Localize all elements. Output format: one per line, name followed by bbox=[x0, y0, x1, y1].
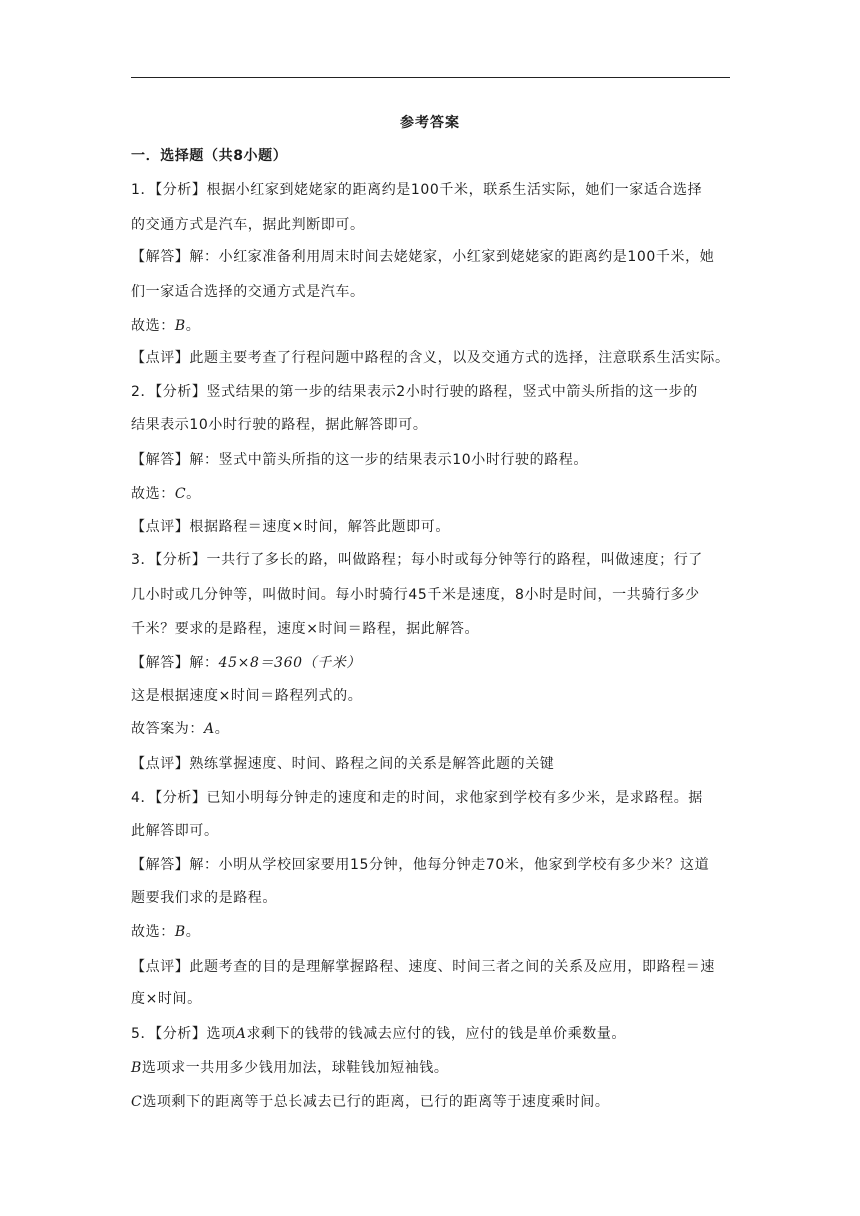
analysis-prefix: 5．【分析】选项 bbox=[131, 1026, 236, 1042]
choice-label: 故选： bbox=[131, 924, 175, 940]
q1-answer-line1: 【解答】解：小红家准备利用周末时间去姥姥家，小红家到姥姥家的距离约是100千米，她 bbox=[131, 249, 715, 265]
q3-analysis-line1: 3．【分析】一共行了多长的路，叫做路程；每小时或每分钟等行的路程，叫做速度；行了 bbox=[131, 552, 703, 568]
option-letter: B bbox=[131, 1060, 142, 1076]
section-heading: 一．选择题（共8小题） bbox=[131, 148, 288, 164]
option-letter: A bbox=[235, 1026, 247, 1042]
choice-end: 。 bbox=[214, 721, 230, 737]
choice-letter: B bbox=[174, 924, 186, 940]
analysis-text: 求剩下的钱带的钱减去应付的钱，应付的钱是单价乘数量。 bbox=[246, 1026, 627, 1042]
q5-analysis-line1 bbox=[131, 1024, 741, 1044]
q3-answer bbox=[131, 653, 741, 673]
q1-answer-line2: 们一家适合选择的交通方式是汽车。 bbox=[131, 284, 365, 300]
choice-label: 故选： bbox=[131, 486, 175, 502]
choice-letter: A bbox=[204, 721, 215, 737]
q5-option-b bbox=[131, 1058, 741, 1078]
q2-analysis-line1: 2．【分析】竖式结果的第一步的结果表示2小时行驶的路程，竖式中箭头所指的这一步的 bbox=[131, 384, 698, 400]
equation: 45×8＝360（千米） bbox=[218, 655, 361, 671]
q4-answer-line1: 【解答】解：小明从学校回家要用15分钟，他每分钟走70米，他家到学校有多少米？这道 bbox=[131, 857, 710, 873]
q2-answer: 【解答】解：竖式中箭头所指的这一步的结果表示10小时行驶的路程。 bbox=[131, 452, 589, 468]
q3-explanation: 这是根据速度×时间＝路程列式的。 bbox=[131, 688, 363, 704]
option-text: 选项剩下的距离等于总长减去已行的距离，已行的距离等于速度乘时间。 bbox=[142, 1094, 610, 1110]
q3-analysis-line3: 千米？要求的是路程，速度×时间＝路程，据此解答。 bbox=[131, 621, 480, 637]
q2-comment: 【点评】根据路程＝速度×时间，解答此题即可。 bbox=[131, 519, 450, 535]
q4-choice bbox=[131, 922, 741, 942]
q4-comment-line2: 度×时间。 bbox=[131, 991, 202, 1007]
q1-choice bbox=[131, 316, 741, 336]
q5-option-c bbox=[131, 1092, 741, 1112]
q4-analysis-line1: 4．【分析】已知小明每分钟走的速度和走的时间，求他家到学校有多少米，是求路程。据 bbox=[131, 790, 703, 806]
option-letter: C bbox=[131, 1094, 143, 1110]
option-text: 选项求一共用多少钱用加法，球鞋钱加短袖钱。 bbox=[141, 1060, 449, 1076]
page-title: 参考答案 bbox=[400, 115, 460, 131]
q1-analysis-line2: 的交通方式是汽车，据此判断即可。 bbox=[131, 217, 365, 233]
answer-label: 【解答】解： bbox=[131, 655, 219, 671]
choice-label: 故选： bbox=[131, 318, 175, 334]
choice-end: 。 bbox=[185, 318, 201, 334]
q2-choice bbox=[131, 484, 741, 504]
q3-choice bbox=[131, 719, 741, 739]
q2-analysis-line2: 结果表示10小时行驶的路程，据此解答即可。 bbox=[131, 417, 428, 433]
choice-label: 故答案为： bbox=[131, 721, 204, 737]
header-rule bbox=[131, 77, 730, 78]
choice-letter: C bbox=[174, 486, 187, 502]
q1-comment: 【点评】此题主要考查了行程问题中路程的含义，以及交通方式的选择，注意联系生活实际。 bbox=[131, 350, 730, 366]
q4-analysis-line2: 此解答即可。 bbox=[131, 823, 219, 839]
choice-letter: B bbox=[174, 318, 186, 334]
choice-end: 。 bbox=[185, 924, 201, 940]
q4-comment-line1: 【点评】此题考查的目的是理解掌握路程、速度、时间三者之间的关系及应用，即路程＝速 bbox=[131, 959, 715, 975]
q1-analysis-line1: 1．【分析】根据小红家到姥姥家的距离约是100千米，联系生活实际，她们一家适合选择 bbox=[131, 182, 703, 198]
q4-answer-line2: 题要我们求的是路程。 bbox=[131, 890, 277, 906]
choice-end: 。 bbox=[186, 486, 201, 502]
q3-comment: 【点评】熟练掌握速度、时间、路程之间的关系是解答此题的关键 bbox=[131, 756, 555, 772]
q3-analysis-line2: 几小时或几分钟等，叫做时间。每小时骑行45千米是速度，8小时是时间，一共骑行多少 bbox=[131, 587, 700, 603]
